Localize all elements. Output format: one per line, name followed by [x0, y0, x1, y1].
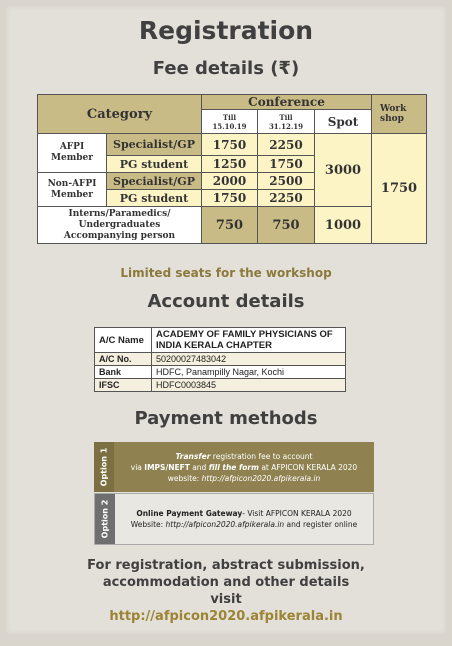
transfer-label: Transfer — [175, 451, 211, 461]
fee-details-heading: Fee details (₹) — [152, 58, 300, 79]
fee-table — [37, 94, 427, 244]
till2-date: 31.12.19 — [268, 121, 304, 131]
till2-label: Till — [279, 112, 293, 122]
account-details-heading: Account details — [147, 291, 305, 312]
account-value: HDFC, Panampilly Nagar, Kochi — [152, 366, 346, 379]
account-value: ACADEMY OF FAMILY PHYSICIANS OF INDIA KERALA CHAPTER — [152, 328, 346, 353]
fee-cell: 1750 — [202, 134, 258, 156]
till1-date: 15.10.19 — [212, 121, 247, 131]
footer-line: For registration, abstract submission, — [87, 558, 365, 573]
imps-neft-label: IMPS/NEFT — [144, 462, 190, 472]
footer-url-link[interactable]: http://afpicon2020.afpikerala.in — [109, 609, 343, 624]
option-1-text: via — [130, 462, 145, 472]
registration-flyer — [6, 6, 446, 634]
row-type: Specialist/GP — [107, 173, 202, 190]
fee-cell: 1250 — [202, 156, 258, 173]
website-label: Website: — [130, 520, 166, 529]
account-value: 50200027483042 — [152, 353, 346, 366]
page-title: Registration — [138, 16, 314, 45]
option-2-text: and register online — [284, 520, 358, 529]
account-key: IFSC — [95, 379, 152, 392]
option-1-website-link[interactable]: http://afpicon2020.afpikerala.in — [201, 473, 321, 483]
website-label: website: — [167, 473, 202, 483]
conference-header: Conference — [202, 95, 372, 110]
fill-form-label: fill the form — [208, 462, 259, 472]
account-value: HDFC0003845 — [152, 379, 346, 392]
payment-methods-heading: Payment methods — [134, 408, 318, 429]
row-type: PG student — [107, 156, 202, 173]
others-line: Undergraduates — [78, 219, 161, 230]
non-afpi-member-label: Non-AFPI Member — [38, 173, 107, 207]
spot-member-fee: 3000 — [315, 134, 372, 207]
fee-cell: 2000 — [202, 173, 258, 190]
option-2-tag — [95, 494, 115, 544]
till2-header — [258, 110, 315, 134]
fee-cell: 750 — [202, 207, 258, 244]
fee-cell: 1750 — [202, 190, 258, 207]
option-1-text: registration fee to account — [210, 451, 313, 461]
option-1-body — [116, 442, 372, 492]
footer — [6, 557, 446, 625]
option-1-text: and — [189, 462, 209, 472]
gateway-label: Online Payment Gateway — [136, 509, 243, 518]
fee-cell: 2250 — [258, 134, 315, 156]
option-2-tag-label: Option 2 — [100, 499, 110, 539]
option-2-website-link[interactable]: http://afpicon2020.afpikerala.in — [165, 520, 285, 529]
fee-cell: 750 — [258, 207, 315, 244]
category-header: Category — [38, 95, 202, 134]
payment-option-2 — [94, 493, 374, 545]
account-table — [94, 327, 346, 392]
option-1-text: at AFPICON KERALA 2020 — [258, 462, 358, 472]
row-type: PG student — [107, 190, 202, 207]
others-line: Interns/Paramedics/ — [68, 208, 171, 219]
others-line: Accompanying person — [63, 230, 176, 241]
option-1-tag — [94, 442, 114, 492]
fee-cell: 1750 — [258, 156, 315, 173]
workshop-header: Work shop — [372, 95, 427, 134]
afpi-member-label: AFPI Member — [38, 134, 107, 173]
row-type: Specialist/GP — [107, 134, 202, 156]
workshop-fee: 1750 — [372, 134, 427, 244]
till1-header — [202, 110, 258, 134]
account-key: Bank — [95, 366, 152, 379]
others-category — [38, 207, 202, 244]
fee-cell: 2500 — [258, 173, 315, 190]
footer-line: accommodation and other details — [102, 575, 350, 590]
option-2-text: - Visit AFPICON KERALA 2020 — [242, 509, 352, 518]
payment-option-1 — [94, 442, 374, 492]
option-1-tag-label: Option 1 — [99, 447, 109, 487]
till1-label: Till — [222, 112, 237, 122]
fee-cell: 2250 — [258, 190, 315, 207]
footer-line: visit — [210, 592, 242, 607]
limited-seats-note: Limited seats for the workshop — [120, 266, 332, 280]
spot-header: Spot — [315, 110, 372, 134]
fee-cell: 1000 — [315, 207, 372, 244]
option-2-body — [117, 494, 371, 544]
account-key: A/C Name — [95, 328, 152, 353]
account-key: A/C No. — [95, 353, 152, 366]
